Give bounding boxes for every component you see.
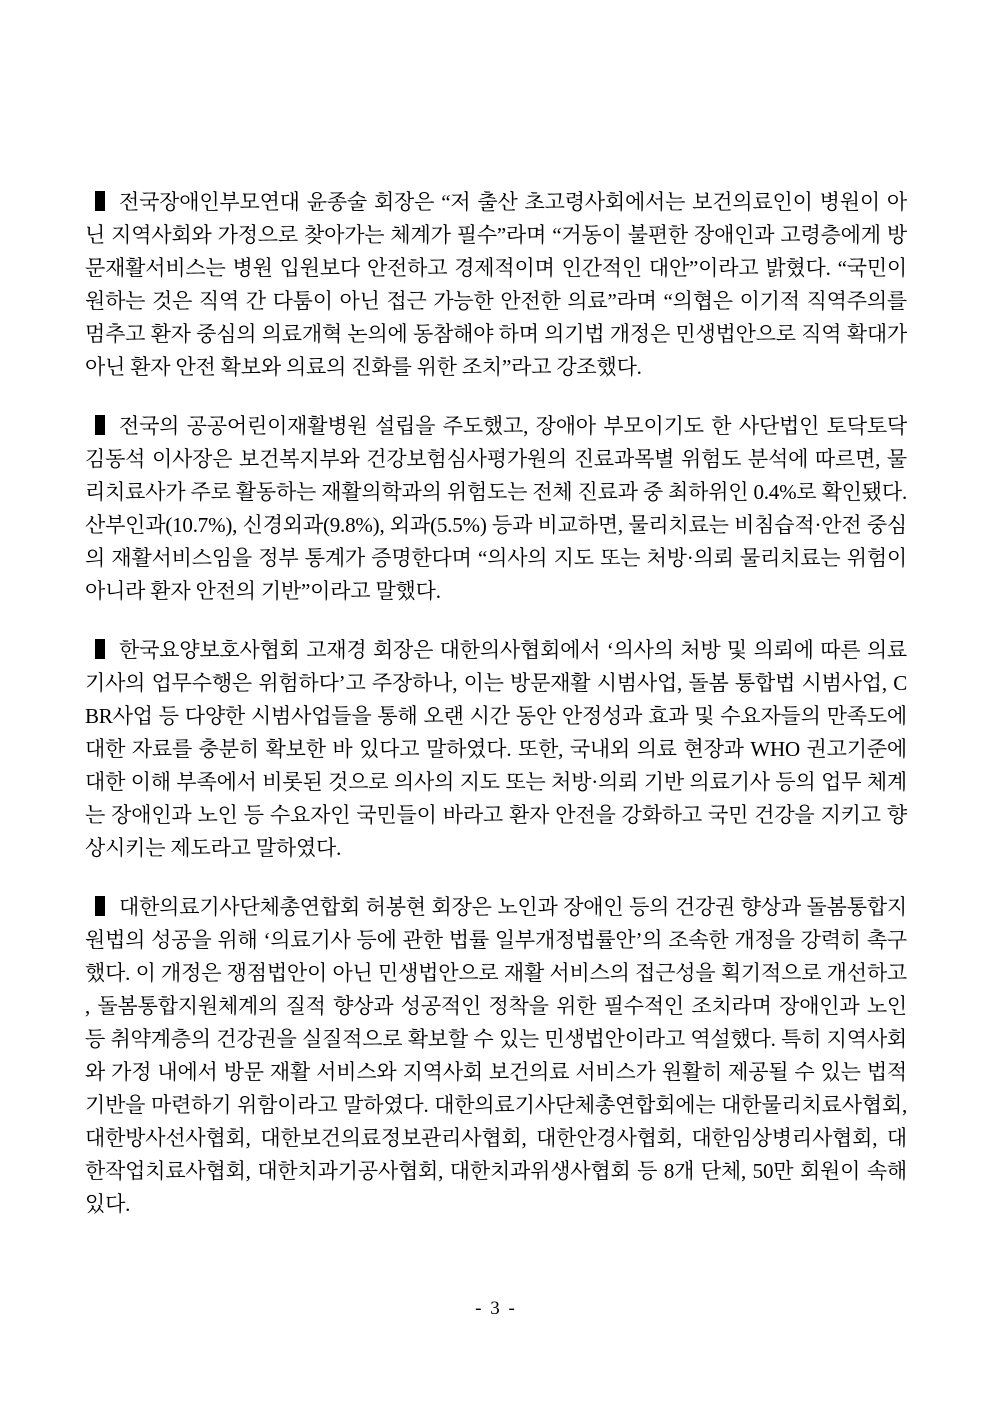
square-bullet-icon [95,639,105,659]
paragraph [85,891,907,1221]
page-number: - 3 - [475,1298,517,1319]
paragraph-text: 대한의료기사단체총연합회 허봉현 회장은 노인과 장애인 등의 건강권 향상과 돌봄통합지원법의 성공을 위해 ‘의료기사 등에 관한 법률 일부개정법률안’의 조속한 개정을 강력히 촉구했다. 이 개정은 쟁점법안이 아닌 민생법안으로 재활 서비스의 접근성을 획기적으로 개선하고, 돌봄통합지원체계의 질적 향상과 성공적인 정착을 위한 필수적인 조치라며 장애인과 노인 등 취약계층의 건강권을 실질적으로 확보할 수 있는 민생법안이라고 역설했다. 특히 지역사회와 가정 내에서 방문 재활 서비스와 지역사회 보건의료 서비스가 원활히 제공될 수 있는 법적 기반을 마련하기 위함이라고 말하였다. 대한의료기사단체총연합회에는 대한물리치료사협회, 대한방사선사협회, 대한보건의료정보관리사협회, 대한안경사협회, 대한임상병리사협회, 대한작업치료사협회, 대한치과기공사협회, 대한치과위생사협회 등 8개 단체, 50만 회원이 속해있다. [85,895,907,1216]
square-bullet-icon [95,191,105,211]
paragraph [85,410,907,608]
paragraph-text: 전국의 공공어린이재활병원 설립을 주도했고, 장애아 부모이기도 한 사단법인 토닥토닥 김동석 이사장은 보건복지부와 건강보험심사평가원의 진료과목별 위험도 분석에 따르면, 물리치료사가 주로 활동하는 재활의학과의 위험도는 전체 진료과 중 최하위인 0.4%로 확인됐다. 산부인과(10.7%), 신경외과(9.8%), 외과(5.5%) 등과 비교하면, 물리치료는 비침습적·안전 중심의 재활서비스임을 정부 통계가 증명한다며 “의사의 지도 또는 처방·의뢰 물리치료는 위험이 아니라 환자 안전의 기반”이라고 말했다. [85,414,907,603]
document-body [85,186,907,1221]
square-bullet-icon [95,415,105,435]
paragraph [85,186,907,384]
paragraph-text: 전국장애인부모연대 윤종술 회장은 “저 출산 초고령사회에서는 보건의료인이 병원이 아닌 지역사회와 가정으로 찾아가는 체계가 필수”라며 “거동이 불편한 장애인과 고령층에게 방문재활서비스는 병원 입원보다 안전하고 경제적이며 인간적인 대안”이라고 밝혔다. “국민이 원하는 것은 직역 간 다툼이 아닌 접근 가능한 안전한 의료”라며 “의협은 이기적 직역주의를 멈추고 환자 중심의 의료개혁 논의에 동참해야 하며 의기법 개정은 민생법안으로 직역 확대가 아닌 환자 안전 확보와 의료의 진화를 위한 조치”라고 강조했다. [85,190,907,379]
paragraph [85,634,907,865]
square-bullet-icon [95,896,105,916]
paragraph-text: 한국요양보호사협회 고재경 회장은 대한의사협회에서 ‘의사의 처방 및 의뢰에 따른 의료기사의 업무수행은 위험하다’고 주장하나, 이는 방문재활 시범사업, 돌봄 통합법 시범사업, CBR사업 등 다양한 시범사업들을 통해 오랜 시간 동안 안정성과 효과 및 수요자들의 만족도에 대한 자료를 충분히 확보한 바 있다고 말하였다. 또한, 국내외 의료 현장과 WHO 권고기준에 대한 이해 부족에서 비롯된 것으로 의사의 지도 또는 처방·의뢰 기반 의료기사 등의 업무 체계는 장애인과 노인 등 수요자인 국민들이 바라고 환자 안전을 강화하고 국민 건강을 지키고 향상시키는 제도라고 말하였다. [85,638,907,860]
